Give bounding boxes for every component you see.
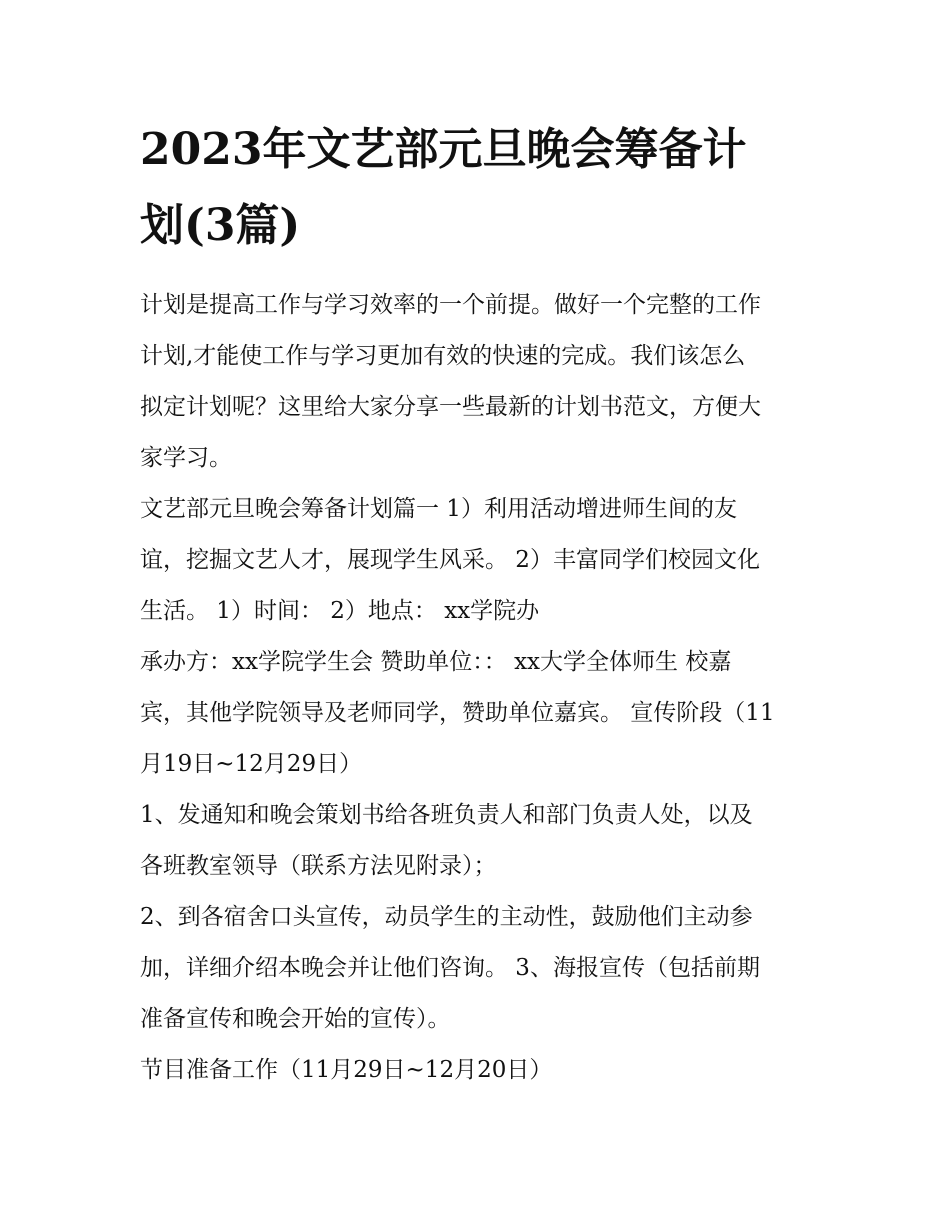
paragraph-intro <box>140 280 820 484</box>
text-line: 谊，挖掘文艺人才，展现学生风采。 2）丰富同学们校园文化 <box>140 547 760 573</box>
text-line: 月19日~12月29日） <box>140 751 363 777</box>
text-line: 宾，其他学院领导及老师同学，赞助单位嘉宾。 宣传阶段（11 <box>140 700 775 726</box>
text-line: 家学习。 <box>140 445 232 471</box>
text-line: 承办方：xx学院学生会 赞助单位：： xx大学全体师生 校嘉 <box>140 649 732 675</box>
text-line: 拟定计划呢？这里给大家分享一些最新的计划书范文，方便大 <box>140 394 761 420</box>
text-line: 文艺部元旦晚会筹备计划篇一 1）利用活动增进师生间的友 <box>140 496 737 522</box>
title-line: 2023年文艺部元旦晚会筹备计 <box>140 124 747 175</box>
text-line: 加，详细介绍本晚会并让他们咨询。 3、海报宣传（包括前期 <box>140 955 760 981</box>
paragraph-organizers <box>140 637 820 790</box>
title-line: 划(3篇) <box>140 200 301 251</box>
text-line: 各班教室领导（联系方法见附录）； <box>140 853 497 879</box>
text-line: 节目准备工作（11月29日~12月20日） <box>140 1057 553 1083</box>
document-title <box>140 112 820 264</box>
text-line: 1、发通知和晚会策划书给各班负责人和部门负责人处，以及 <box>140 802 753 828</box>
document-page <box>140 112 820 1096</box>
paragraph-step-2 <box>140 892 820 1045</box>
paragraph-plan-one <box>140 484 820 637</box>
text-line: 生活。 1）时间： 2）地点： xx学院办 <box>140 598 540 624</box>
text-line: 计划是提高工作与学习效率的一个前提。做好一个完整的工作 <box>140 292 761 318</box>
paragraph-step-1 <box>140 790 820 892</box>
paragraph-program-prep <box>140 1045 820 1096</box>
text-line: 准备宣传和晚会开始的宣传）。 <box>140 1006 451 1032</box>
text-line: 计划,才能使工作与学习更加有效的快速的完成。我们该怎么 <box>140 343 746 369</box>
text-line: 2、到各宿舍口头宣传，动员学生的主动性，鼓励他们主动参 <box>140 904 753 930</box>
document-body <box>140 280 820 1096</box>
